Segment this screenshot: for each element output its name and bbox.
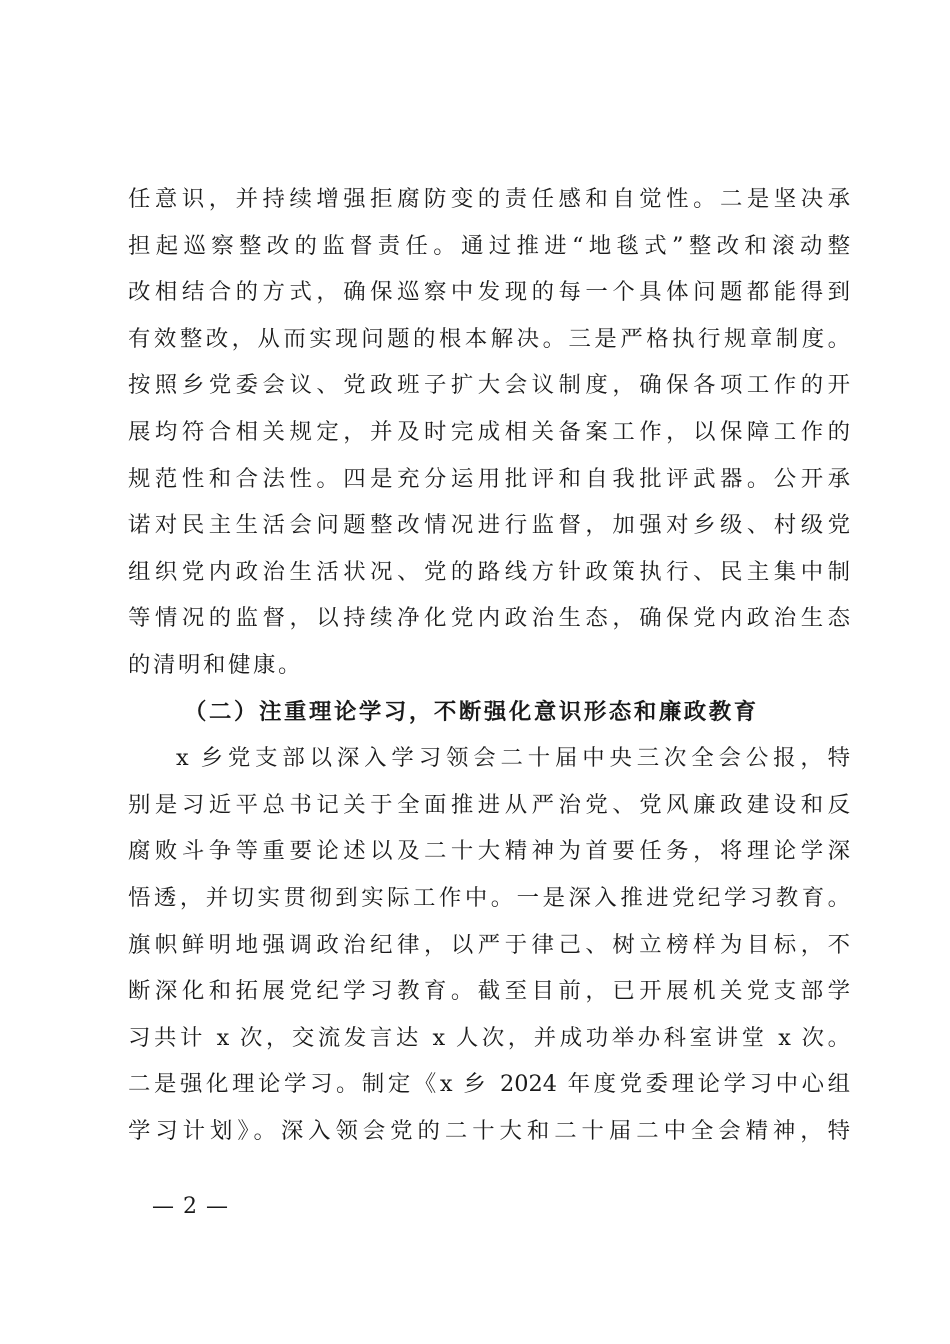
text-line: 腐败斗争等重要论述以及二十大精神为首要任务，将理论学深 [128,838,850,865]
text-line: 诺对民主生活会问题整改情况进行监督，加强对乡级、村级党 [128,512,850,539]
text-line: 断深化和拓展党纪学习教育。截至目前，已开展机关党支部学 [128,978,850,1005]
text-line: 任意识，并持续增强拒腐防变的责任感和自觉性。二是坚决承 [128,186,850,212]
text-line: 别是习近平总书记关于全面推进从严治党、党风廉政建设和反 [128,791,850,818]
text-line: 担起巡察整改的监督责任。通过推进“地毯式”整改和滚动整 [128,232,850,259]
text-line: 学习计划》。深入领会党的二十大和二十届二中全会精神，特 [128,1117,850,1144]
section-heading: （二）注重理论学习，不断强化意识形态和廉政教育 [184,698,759,725]
paragraph-study [128,735,850,1154]
text-line: 规范性和合法性。四是充分运用批评和自我批评武器。公开承 [128,465,850,492]
body-text [128,176,850,1154]
text-line: 二是强化理论学习。制定《x 乡 2024 年度党委理论学习中心组 [128,1071,850,1098]
page-number: — 2 — [152,1194,229,1219]
paragraph-continuation [128,176,850,689]
text-line: 改相结合的方式，确保巡察中发现的每一个具体问题都能得到 [128,279,850,306]
text-line: 悟透，并切实贯彻到实际工作中。一是深入推进党纪学习教育。 [128,884,850,911]
text-line: 习共计 x 次，交流发言达 x 人次，并成功举办科室讲堂 x 次。 [128,1024,850,1051]
text-line: 组织党内政治生活状况、党的路线方针政策执行、民主集中制 [128,558,850,585]
text-line: 旗帜鲜明地强调政治纪律，以严于律己、树立榜样为目标，不 [128,931,850,958]
text-line: 有效整改，从而实现问题的根本解决。三是严格执行规章制度。 [128,325,850,352]
text-line: 展均符合相关规定，并及时完成相关备案工作，以保障工作的 [128,418,850,445]
text-line: 按照乡党委会议、党政班子扩大会议制度，确保各项工作的开 [128,372,850,399]
text-line: 等情况的监督，以持续净化党内政治生态，确保党内政治生态 [128,605,850,632]
text-line-last: 的清明和健康。 [128,651,303,678]
text-line-first: x 乡党支部以深入学习领会二十届中央三次全会公报，特 [176,745,850,772]
